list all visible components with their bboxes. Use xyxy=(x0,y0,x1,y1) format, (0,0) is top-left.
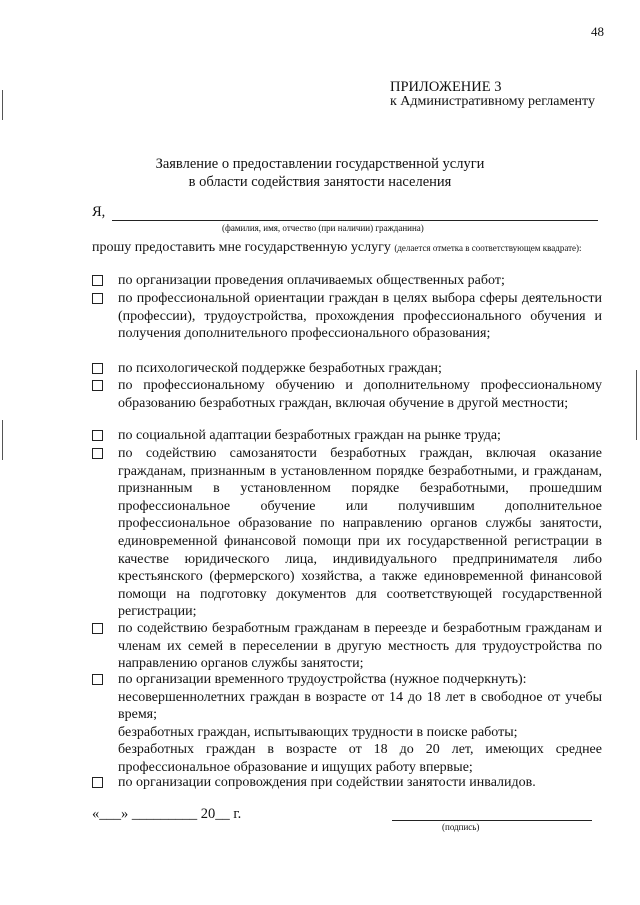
option-item xyxy=(92,290,602,343)
document-title xyxy=(0,155,640,191)
option-checkbox[interactable] xyxy=(92,430,103,441)
scan-edge-mark xyxy=(2,420,3,460)
option-item xyxy=(92,272,602,290)
option-subitem[interactable]: безработных граждан, испытывающих трудности в поиске работы; xyxy=(118,724,518,740)
option-subitem[interactable]: безработных граждан в возрасте от 18 до 20 лет, имеющих среднее профессиональное образование и ищущих работу впервые; xyxy=(118,742,602,775)
option-item xyxy=(92,671,602,777)
option-text: по профессиональному обучению и дополнительному профессиональному образованию безработных граждан, включая обучение в другой местности; xyxy=(118,378,602,411)
request-text: прошу предоставить мне государственную услугу xyxy=(92,240,391,255)
request-paragraph xyxy=(92,240,602,256)
option-text: по содействию самозанятости безработных граждан, включая оказание гражданам, признанным в установленном порядке безработными, и гражданам, признанным в установленном порядке безработными, прошедшим профессиональное обучение или получившим дополнительное профессиональное образование по направлению органов службы занятости, единовременной финансовой помощи при их государственной регистрации в качестве юридического лица, индивидуального предпринимателя либо крестьянского (фермерского) хозяйства, а также единовременной финансовой помощи на подготовку документов для соответствующей государственной регистрации; xyxy=(118,446,602,620)
option-text: по организации сопровождения при содействии занятости инвалидов. xyxy=(118,775,536,790)
option-text: по организации проведения оплачиваемых общественных работ; xyxy=(118,273,505,288)
option-text: по содействию безработным гражданам в переезде и безработным гражданам и членам их семей в переселении в другую местность для трудоустройства по направлению органов службы занятости; xyxy=(118,621,602,672)
option-checkbox[interactable] xyxy=(92,777,103,788)
option-item xyxy=(92,620,602,673)
name-caption: (фамилия, имя, отчество (при наличии) гражданина) xyxy=(222,223,424,233)
option-heading: по организации временного трудоустройства (нужное подчеркнуть): xyxy=(118,672,527,687)
option-text: по профессиональной ориентации граждан в целях выбора сферы деятельности (профессии), трудоустройства, прохождения профессионального обучения и получения дополнительного профессионального образования; xyxy=(118,291,602,342)
option-item xyxy=(92,377,602,412)
option-checkbox[interactable] xyxy=(92,363,103,374)
scan-edge-mark xyxy=(636,370,637,440)
signature-line[interactable] xyxy=(392,820,592,821)
request-note: (делается отметка в соответствующем квадрате): xyxy=(394,243,582,253)
scan-edge-mark xyxy=(2,90,3,120)
appendix-subtitle: к Административному регламенту xyxy=(390,94,595,109)
option-subitem[interactable]: несовершеннолетних граждан в возрасте от 14 до 18 лет в свободное от учебы время; xyxy=(118,689,602,723)
name-field-line[interactable] xyxy=(112,220,598,221)
option-item xyxy=(92,445,602,621)
option-checkbox[interactable] xyxy=(92,275,103,286)
option-checkbox[interactable] xyxy=(92,674,103,685)
document-title-line-1: Заявление о предоставлении государственной услуги xyxy=(155,156,485,172)
option-text: по социальной адаптации безработных граждан на рынке труда; xyxy=(118,428,501,443)
name-prefix: Я, xyxy=(92,204,106,220)
option-checkbox[interactable] xyxy=(92,293,103,304)
option-item xyxy=(92,427,602,445)
signature-caption: (подпись) xyxy=(442,822,480,832)
option-text: по психологической поддержке безработных граждан; xyxy=(118,361,442,376)
option-item xyxy=(92,774,602,792)
appendix-block xyxy=(390,80,605,109)
option-checkbox[interactable] xyxy=(92,448,103,459)
option-checkbox[interactable] xyxy=(92,623,103,634)
date-field[interactable]: «___» _________ 20__ г. xyxy=(92,806,242,822)
document-title-line-2: в области содействия занятости населения xyxy=(188,174,452,190)
appendix-title: ПРИЛОЖЕНИЕ 3 xyxy=(390,79,502,95)
page-number: 48 xyxy=(591,24,604,39)
option-checkbox[interactable] xyxy=(92,380,103,391)
option-text xyxy=(118,671,602,777)
option-item xyxy=(92,360,602,378)
